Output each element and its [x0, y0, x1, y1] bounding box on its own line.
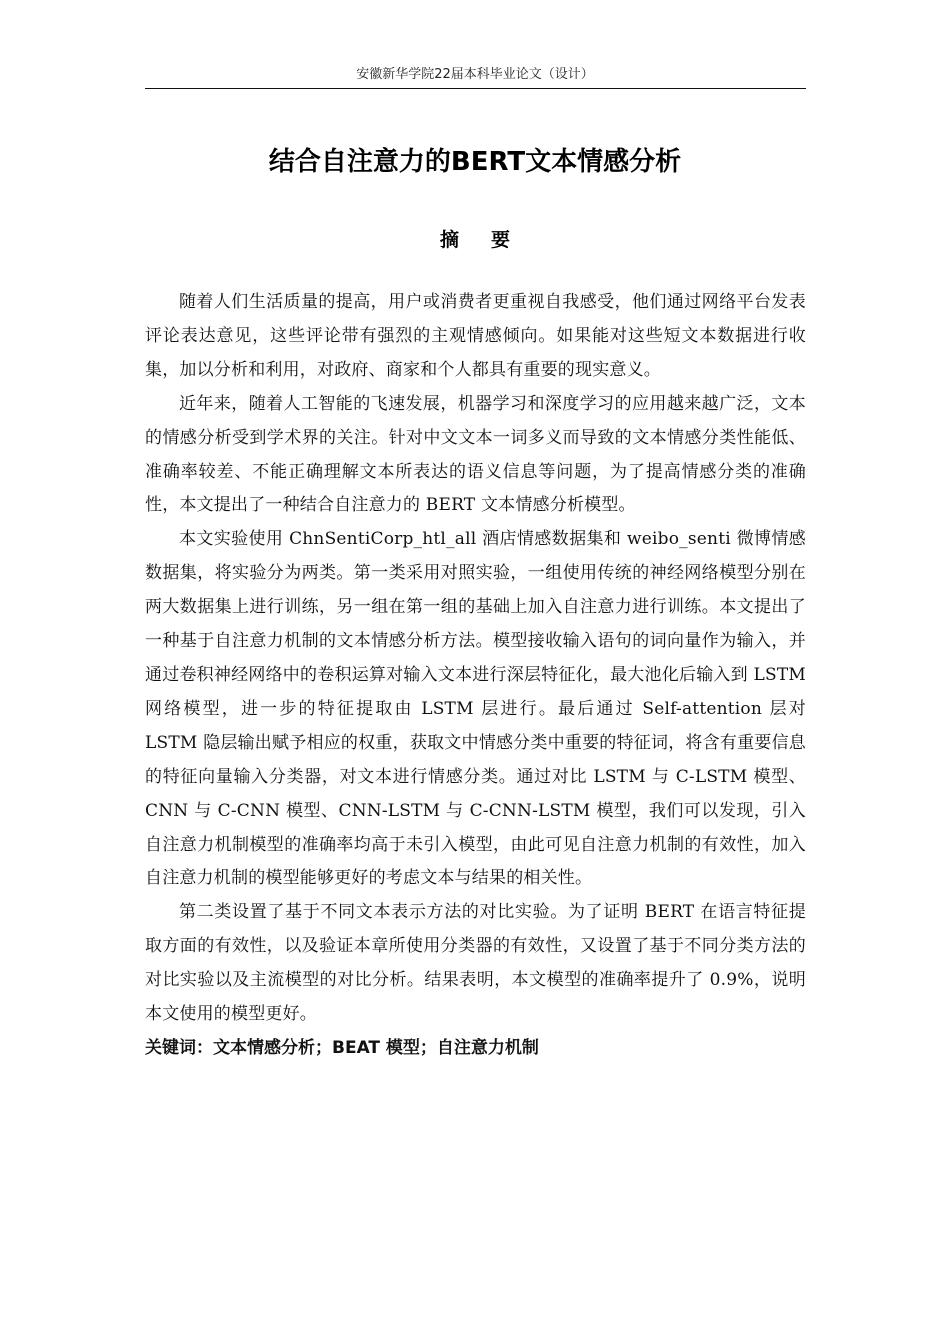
abstract-paragraph-1: 随着人们生活质量的提高，用户或消费者更重视自我感受，他们通过网络平台发表评论表达意见，这些评论带有强烈的主观情感倾向。如果能对这些短文本数据进行收集，加以分析和利用，对政府、商家和个人都具有重要的现实意义。: [145, 292, 806, 380]
paper-title: 结合自注意力的BERT文本情感分析: [268, 147, 682, 177]
abstract-paragraph-2: 近年来，随着人工智能的飞速发展，机器学习和深度学习的应用越来越广泛，文本的情感分析受到学术界的关注。针对中文文本一词多义而导致的文本情感分类性能低、准确率较差、不能正确理解文本所表达的语义信息等问题，为了提高情感分类的准确性，本文提出了一种结合自注意力的 BERT 文本情感分析模型。: [145, 393, 806, 516]
header-rule: [145, 88, 806, 89]
abstract-paragraph-3: 本文实验使用 ChnSentiCorp_htl_all 酒店情感数据集和 weibo_senti 微博情感数据集，将实验分为两类。第一类采用对照实验，一组使用传统的神经网络模型分别在两大数据集上进行训练，另一组在第一组的基础上加入自注意力进行训练。本文提出了一种基于自注意力机制的文本情感分析方法。模型接收输入语句的词向量作为输入，并通过卷积神经网络中的卷积运算对输入文本进行深层特征化，最大池化后输入到 LSTM 网络模型，进一步的特征提取由 LSTM 层进行。最后通过 Self-attention 层对 LSTM 隐层输出赋予相应的权重，获取文中情感分类中重要的特征词，将含有重要信息的特征向量输入分类器，对文本进行情感分类。通过对比 LSTM 与 C-LSTM 模型、CNN 与 C-CNN 模型、CNN-LSTM 与 C-CNN-LSTM 模型，我们可以发现，引入自注意力机制模型的准确率均高于未引入模型，由此可见自注意力机制的有效性，加入自注意力机制的模型能够更好的考虑文本与结果的相关性。: [145, 529, 806, 889]
abstract-body: [145, 286, 806, 1066]
keywords-line: 关键词：文本情感分析；BEAT 模型；自注意力机制: [145, 1037, 539, 1058]
abstract-paragraph-4: 第二类设置了基于不同文本表示方法的对比实验。为了证明 BERT 在语言特征提取方面的有效性，以及验证本章所使用分类器的有效性，又设置了基于不同分类方法的对比实验以及主流模型的对比分析。结果表明，本文模型的准确率提升了 0.9%，说明本文使用的模型更好。: [145, 902, 806, 1025]
abstract-heading: 摘要: [439, 229, 542, 251]
running-header: 安徽新华学院22届本科毕业论文（设计）: [356, 67, 594, 82]
